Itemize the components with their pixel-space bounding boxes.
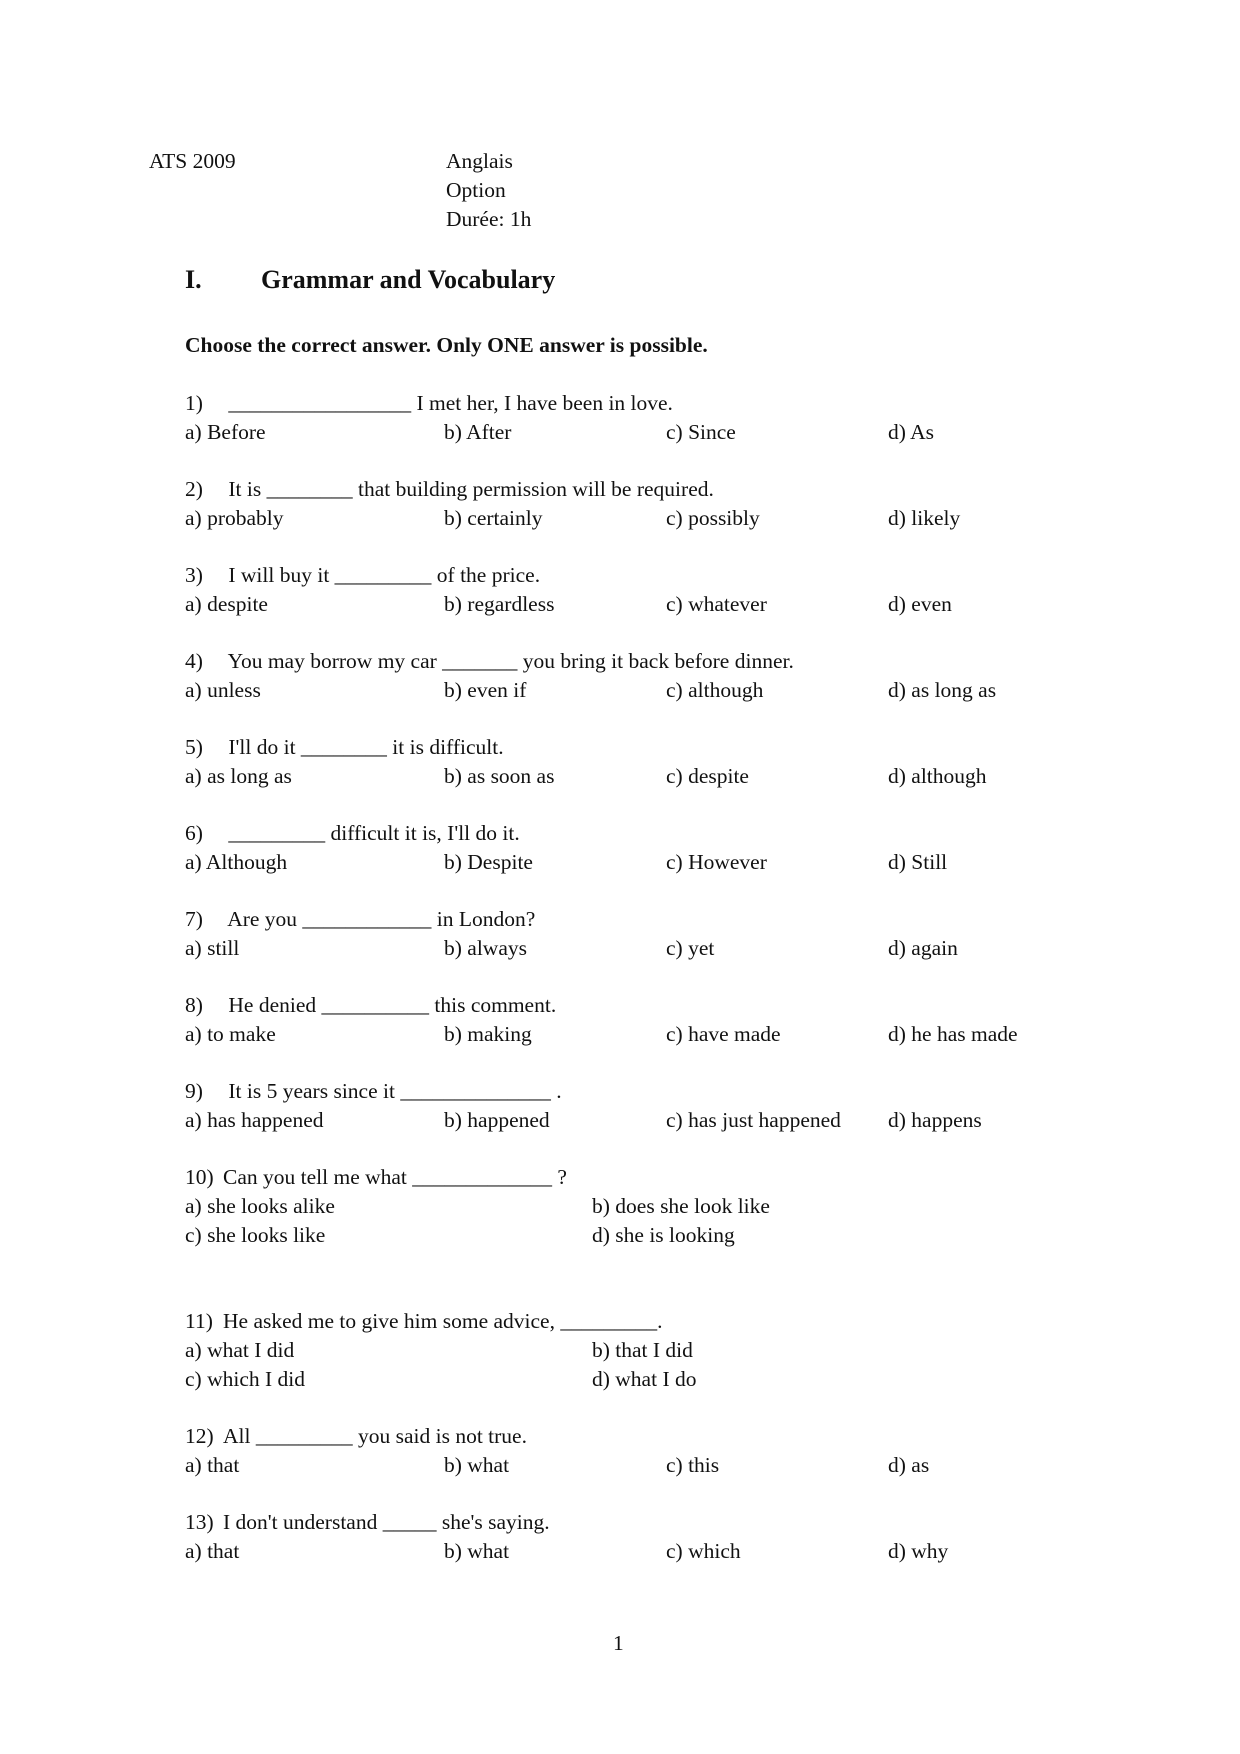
option-a: a) what I did <box>185 1338 295 1362</box>
page-number: 1 <box>613 1631 624 1655</box>
option-b: b) happened <box>444 1108 550 1132</box>
option-d: d) what I do <box>592 1367 697 1391</box>
question-stem: I will buy it _________ of the price. <box>228 563 541 587</box>
question-number: 10) <box>185 1165 214 1189</box>
question-stem: _________ difficult it is, I'll do it. <box>228 821 520 845</box>
question-number: 3) <box>185 563 203 587</box>
question-3 <box>185 561 1085 619</box>
question-stem: _________________ I met her, I have been in love. <box>228 391 673 415</box>
option-d: d) as <box>888 1453 930 1477</box>
section-title: Grammar and Vocabulary <box>261 265 556 294</box>
question-number: 8) <box>185 993 203 1017</box>
question-stem: Are you ____________ in London? <box>227 907 536 931</box>
option-a: a) she looks alike <box>185 1194 335 1218</box>
question-stem: It is ________ that building permission will be required. <box>228 477 714 501</box>
option-d: d) why <box>888 1539 949 1563</box>
option-b: b) always <box>444 936 527 960</box>
option-b: b) as soon as <box>444 764 555 788</box>
question-1 <box>185 389 1085 447</box>
option-c: c) whatever <box>666 592 767 616</box>
question-stem: I'll do it ________ it is difficult. <box>228 735 504 759</box>
option-d: d) even <box>888 592 952 616</box>
question-13 <box>185 1508 1085 1566</box>
question-2 <box>185 475 1085 533</box>
question-stem: You may borrow my car _______ you bring it back before dinner. <box>227 649 794 673</box>
option-a: a) as long as <box>185 764 292 788</box>
instructions: Choose the correct answer. Only ONE answer is possible. <box>185 333 708 357</box>
question-number: 1) <box>185 391 203 415</box>
question-stem: Can you tell me what _____________ ? <box>223 1165 567 1189</box>
option-a: a) still <box>185 936 240 960</box>
question-12 <box>185 1422 1085 1480</box>
option-b: b) regardless <box>444 592 555 616</box>
question-stem: He denied __________ this comment. <box>228 993 557 1017</box>
option-a: a) to make <box>185 1022 276 1046</box>
option-c: c) this <box>666 1453 720 1477</box>
question-stem: All _________ you said is not true. <box>223 1424 527 1448</box>
question-6 <box>185 819 1085 877</box>
option-d: d) Still <box>888 850 948 874</box>
option-d: d) likely <box>888 506 961 530</box>
question-number: 13) <box>185 1510 214 1534</box>
question-stem: I don't understand _____ she's saying. <box>223 1510 550 1534</box>
question-5 <box>185 733 1085 791</box>
duration-label: Durée: 1h <box>446 207 532 231</box>
question-stem: It is 5 years since it ______________ . <box>228 1079 562 1103</box>
option-c: c) Since <box>666 420 736 444</box>
question-number: 11) <box>185 1309 213 1333</box>
question-number: 9) <box>185 1079 203 1103</box>
option-a: a) that <box>185 1539 240 1563</box>
question-10 <box>185 1163 1085 1250</box>
question-number: 5) <box>185 735 203 759</box>
option-b: b) even if <box>444 678 527 702</box>
question-8 <box>185 991 1085 1049</box>
option-a: a) has happened <box>185 1108 324 1132</box>
question-7 <box>185 905 1085 963</box>
option-c: c) yet <box>666 936 715 960</box>
option-a: a) that <box>185 1453 240 1477</box>
option-label: Option <box>446 178 506 202</box>
option-b: b) what <box>444 1453 510 1477</box>
option-c: c) have made <box>666 1022 781 1046</box>
option-b: b) certainly <box>444 506 543 530</box>
option-c: c) despite <box>666 764 749 788</box>
subject-label: Anglais <box>446 149 513 173</box>
option-c: c) possibly <box>666 506 760 530</box>
question-number: 6) <box>185 821 203 845</box>
question-9 <box>185 1077 1085 1135</box>
option-c: c) she looks like <box>185 1223 326 1247</box>
option-a: a) probably <box>185 506 284 530</box>
option-b: b) After <box>444 420 512 444</box>
question-number: 12) <box>185 1424 214 1448</box>
question-4 <box>185 647 1085 705</box>
option-a: a) Before <box>185 420 266 444</box>
option-c: c) has just happened <box>666 1108 841 1132</box>
question-stem: He asked me to give him some advice, _________. <box>223 1309 663 1333</box>
option-d: d) As <box>888 420 934 444</box>
option-d: d) although <box>888 764 987 788</box>
option-d: d) as long as <box>888 678 997 702</box>
option-b: b) what <box>444 1539 510 1563</box>
option-a: a) despite <box>185 592 268 616</box>
question-11 <box>185 1307 1085 1394</box>
option-c: c) which <box>666 1539 741 1563</box>
option-b: b) does she look like <box>592 1194 770 1218</box>
section-number: I. <box>185 265 202 294</box>
option-c: c) although <box>666 678 764 702</box>
option-b: b) making <box>444 1022 532 1046</box>
option-d: d) he has made <box>888 1022 1018 1046</box>
question-number: 7) <box>185 907 203 931</box>
question-number: 4) <box>185 649 203 673</box>
option-c: c) which I did <box>185 1367 306 1391</box>
question-number: 2) <box>185 477 203 501</box>
option-d: d) again <box>888 936 958 960</box>
option-a: a) Although <box>185 850 288 874</box>
option-c: c) However <box>666 850 767 874</box>
option-b: b) that I did <box>592 1338 693 1362</box>
option-d: d) she is looking <box>592 1223 735 1247</box>
option-b: b) Despite <box>444 850 533 874</box>
option-a: a) unless <box>185 678 261 702</box>
exam-code: ATS 2009 <box>149 149 236 173</box>
option-d: d) happens <box>888 1108 982 1132</box>
